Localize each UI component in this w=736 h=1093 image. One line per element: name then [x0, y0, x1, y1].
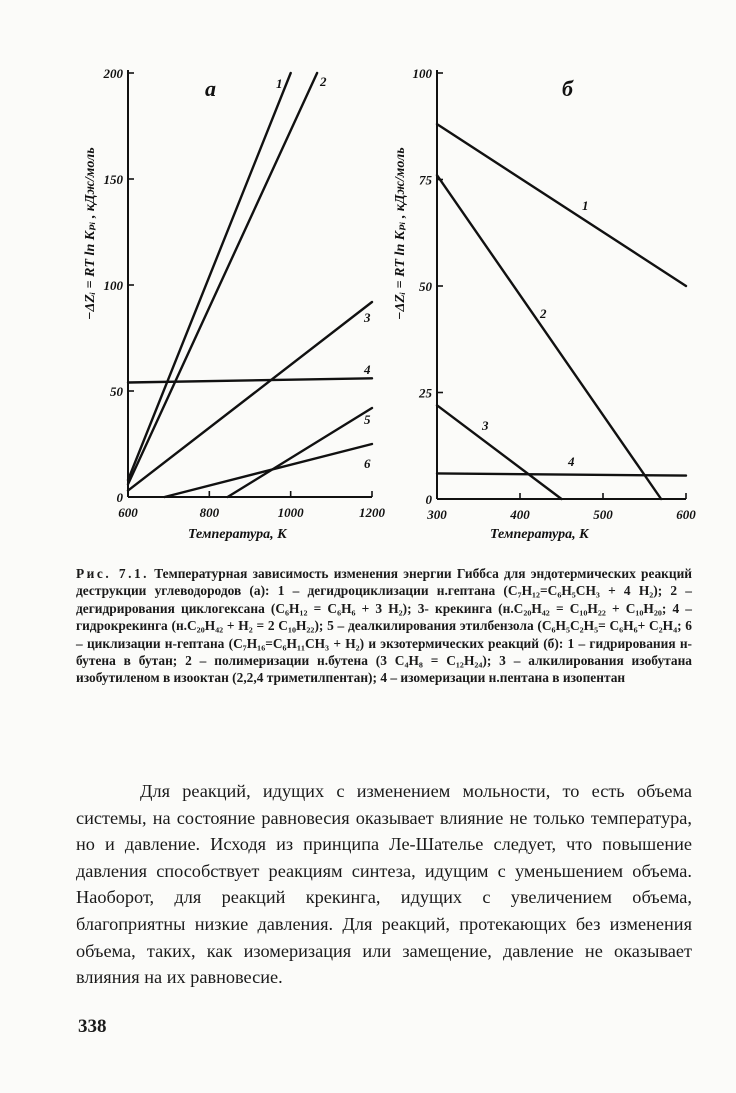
panel-b-series-label-1: 1	[582, 198, 589, 213]
panel-a-x-tick-label: 800	[199, 505, 220, 520]
panel-a-x-tick-label: 1200	[359, 505, 385, 520]
panel-b-y-tick-label: 0	[425, 492, 432, 507]
panel-a-y-tick-label: 150	[103, 172, 123, 187]
body-paragraph: Для реакций, идущих с изменением мольности, то есть объема системы, на состояние равновесия оказывает влияние не только температура, но и давление. Исходя из принципа Ле-Шателье следует, что повышение давления способствует реакциям синтеза, идущим с уменьшением объема. Наоборот, для реакций крекинга, идущих с увеличением объема, благоприятны низкие давления. Для реакций, протекающих без изменения объема, таких, как изомеризация или замещение, давление не оказывает влияния на их равновесие.	[76, 781, 692, 988]
panel-a-series-label-3: 3	[364, 310, 371, 325]
panel-a-series-label-2: 2	[320, 74, 327, 89]
panel-a-series-line-1	[128, 73, 291, 480]
panel-b-x-tick-label: 600	[676, 507, 696, 522]
panel-b-y-tick-label: 75	[419, 172, 432, 188]
panel-a-series-line-2	[128, 73, 317, 484]
panel-a-series-label-6: 6	[364, 456, 371, 471]
panel-a-x-axis-title: Температура, К	[188, 527, 287, 542]
page-number: 338	[78, 1016, 107, 1037]
panel-b-series-label-3: 3	[482, 418, 489, 433]
panel-a-series-line-6	[165, 444, 372, 497]
panel-b-x-tick-label: 400	[510, 507, 530, 522]
panel-b-series-line-4	[437, 473, 686, 475]
panel-b-letter: б	[562, 76, 573, 101]
panel-a-y-tick-label: 100	[103, 278, 123, 293]
panel-b-series-line-3	[437, 405, 562, 499]
panel-a-series-line-5	[228, 408, 372, 497]
panel-a-y-tick-label: 0	[116, 490, 123, 505]
panel-b-series-label-2: 2	[540, 306, 547, 321]
figure-caption	[76, 565, 692, 687]
caption-head: Рис. 7.1.	[76, 566, 149, 581]
panel-a-series-label-5: 5	[364, 412, 371, 427]
panel-a-y-axis-title: −ΔZᵢ = RT ln Kₚᵢ , кДж/моль	[83, 147, 98, 320]
panel-b-x-tick-label: 300	[427, 507, 447, 522]
panel-a-series-label-1: 1	[276, 76, 283, 91]
panel-b-series	[437, 124, 686, 499]
panel-b-series-line-1	[437, 124, 686, 286]
caption-text: Температурная зависимость изменения энергии Гиббса для эндотермических реакций деструкции углеводородов (а): 1 – дегидроциклизации н.гептана (C₇H₁₂=C₆H₅CH₃ + 4 H₂); 2 – дегидрирования циклогексана (C₆H₁₂ = C₆H₆ + 3 H₂); 3- крекинга (н.C₂₀H₄₂ = C₁₀H₂₂ + C₁₀H₂₀; 4 – гидрокрекинга (н.C₂₀H₄₂ + H₂ = 2 C₁₀H₂₂); 5 – деалкилирования этилбензола (C₆H₅C₂H₅= C₆H₆+ C₂H₄; 6 – циклизации н-гептана (C₇H₁₆=C₆H₁₁CH₃ + H₂) и экзотермических реакций (б): 1 – гидрирования н-бутена в бутан; 2 – полимеризации н.бутена (3 C₄H₈ = C₁₂H₂₄); 3 – алкилирования изобутана изобутиленом в изооктан (2,2,4 триметилпентан); 4 – изомеризации н.пентана в изопентан	[76, 566, 693, 686]
panel-b-chart	[393, 66, 696, 542]
panel-a-series	[128, 73, 372, 497]
panel-b-x-axis-title: Температура, К	[490, 527, 589, 542]
panel-a-letter: а	[205, 76, 216, 101]
panel-b-x-tick-label: 500	[593, 507, 613, 522]
panel-b-series-label-4: 4	[568, 454, 575, 469]
panel-b-series-line-2	[437, 175, 661, 499]
panel-a-x-tick-label: 600	[118, 505, 138, 520]
panel-b-y-axis-title: −ΔZᵢ = RT ln Kₚᵢ , кДж/моль	[393, 147, 408, 320]
panel-b-y-tick-label: 100	[412, 66, 432, 81]
panel-a-series-label-4: 4	[364, 362, 371, 377]
panel-a-y-tick-label: 200	[103, 66, 123, 81]
panel-b-y-tick-label: 25	[419, 385, 432, 401]
panel-a-y-tick-label: 50	[110, 384, 123, 399]
panel-a-x-tick-label: 1000	[277, 505, 304, 520]
panel-b-y-tick-label: 50	[419, 279, 432, 294]
panel-b-ticks	[413, 66, 697, 522]
panel-a-series-line-3	[128, 302, 372, 491]
panel-a-series-line-4	[128, 378, 372, 382]
panel-a-chart	[83, 66, 386, 542]
